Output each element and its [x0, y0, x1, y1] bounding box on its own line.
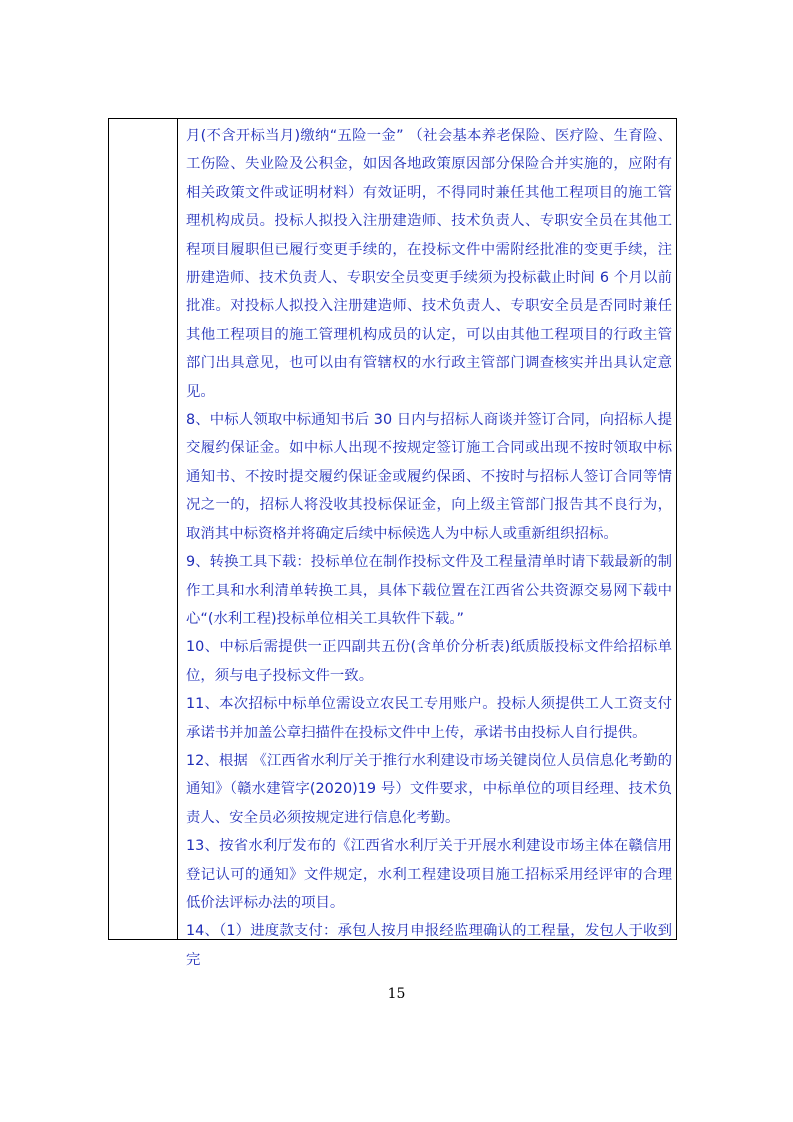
paragraph-item-8: 8、中标人领取中标通知书后 30 日内与招标人商谈并签订合同，向招标人提交履约保证金。如中标人出现不按规定签订施工合同或出现不按时领取中标通知书、不按时提交履约保证金或履约保函、不按时与招标人签订合同等情况之一的，招标人将没收其投标保证金，向上级主管部门报告其不良行为，取消其中标资格并将确定后续中标候选人为中标人或重新组织招标。	[186, 412, 672, 542]
table-column-divider	[177, 118, 178, 940]
paragraph-item-11: 11、本次招标中标单位需设立农民工专用账户。投标人须提供工人工资支付承诺书并加盖公章扫描件在投标文件中上传，承诺书由投标人自行提供。	[186, 696, 672, 741]
paragraph-item-12: 12、根据 《江西省水利厅关于推行水利建设市场关键岗位人员信息化考勤的通知》（赣水建管字(2020)19 号）文件要求，中标单位的项目经理、技术负责人、安全员必须按规定进行信息化考勤。	[186, 752, 672, 826]
paragraph-item-14: 14、（1）进度款支付：承包人按月申报经监理确认的工程量，发包人于收到完	[186, 923, 672, 968]
paragraph-item-9: 9、转换工具下载：投标单位在制作投标文件及工程量清单时请下载最新的制作工具和水利清单转换工具，具体下载位置在江西省公共资源交易网下载中心“(水利工程)投标单位相关工具软件下载。”	[186, 554, 672, 627]
page-number: 15	[387, 986, 406, 1002]
paragraph-item-13: 13、按省水利厅发布的《江西省水利厅关于开展水利建设市场主体在赣信用登记认可的通知》文件规定，水利工程建设项目施工招标采用经评审的合理低价法评标办法的项目。	[186, 838, 672, 911]
table-content-cell	[186, 122, 672, 974]
paragraph-item-10: 10、中标后需提供一正四副共五份(含单价分析表)纸质版投标文件给招标单位，须与电子投标文件一致。	[186, 639, 672, 684]
paragraph-social-insurance: 月(不含开标当月)缴纳“五险一金” （社会基本养老保险、医疗险、生育险、工伤险、失业险及公积金，如因各地政策原因部分保险合并实施的，应附有相关政策文件或证明材料）有效证明，不得同时兼任其他工程项目的施工管理机构成员。投标人拟投入注册建造师、技术负责人、专职安全员在其他工程项目履职但已履行变更手续的，在投标文件中需附经批准的变更手续，注册建造师、技术负责人、专职安全员变更手续须为投标截止时间 6 个月以前批准。对投标人拟投入注册建造师、技术负责人、专职安全员是否同时兼任其他工程项目的施工管理机构成员的认定，可以由其他工程项目的行政主管部门出具意见，也可以由有管辖权的水行政主管部门调查核实并出具认定意见。	[186, 128, 672, 400]
